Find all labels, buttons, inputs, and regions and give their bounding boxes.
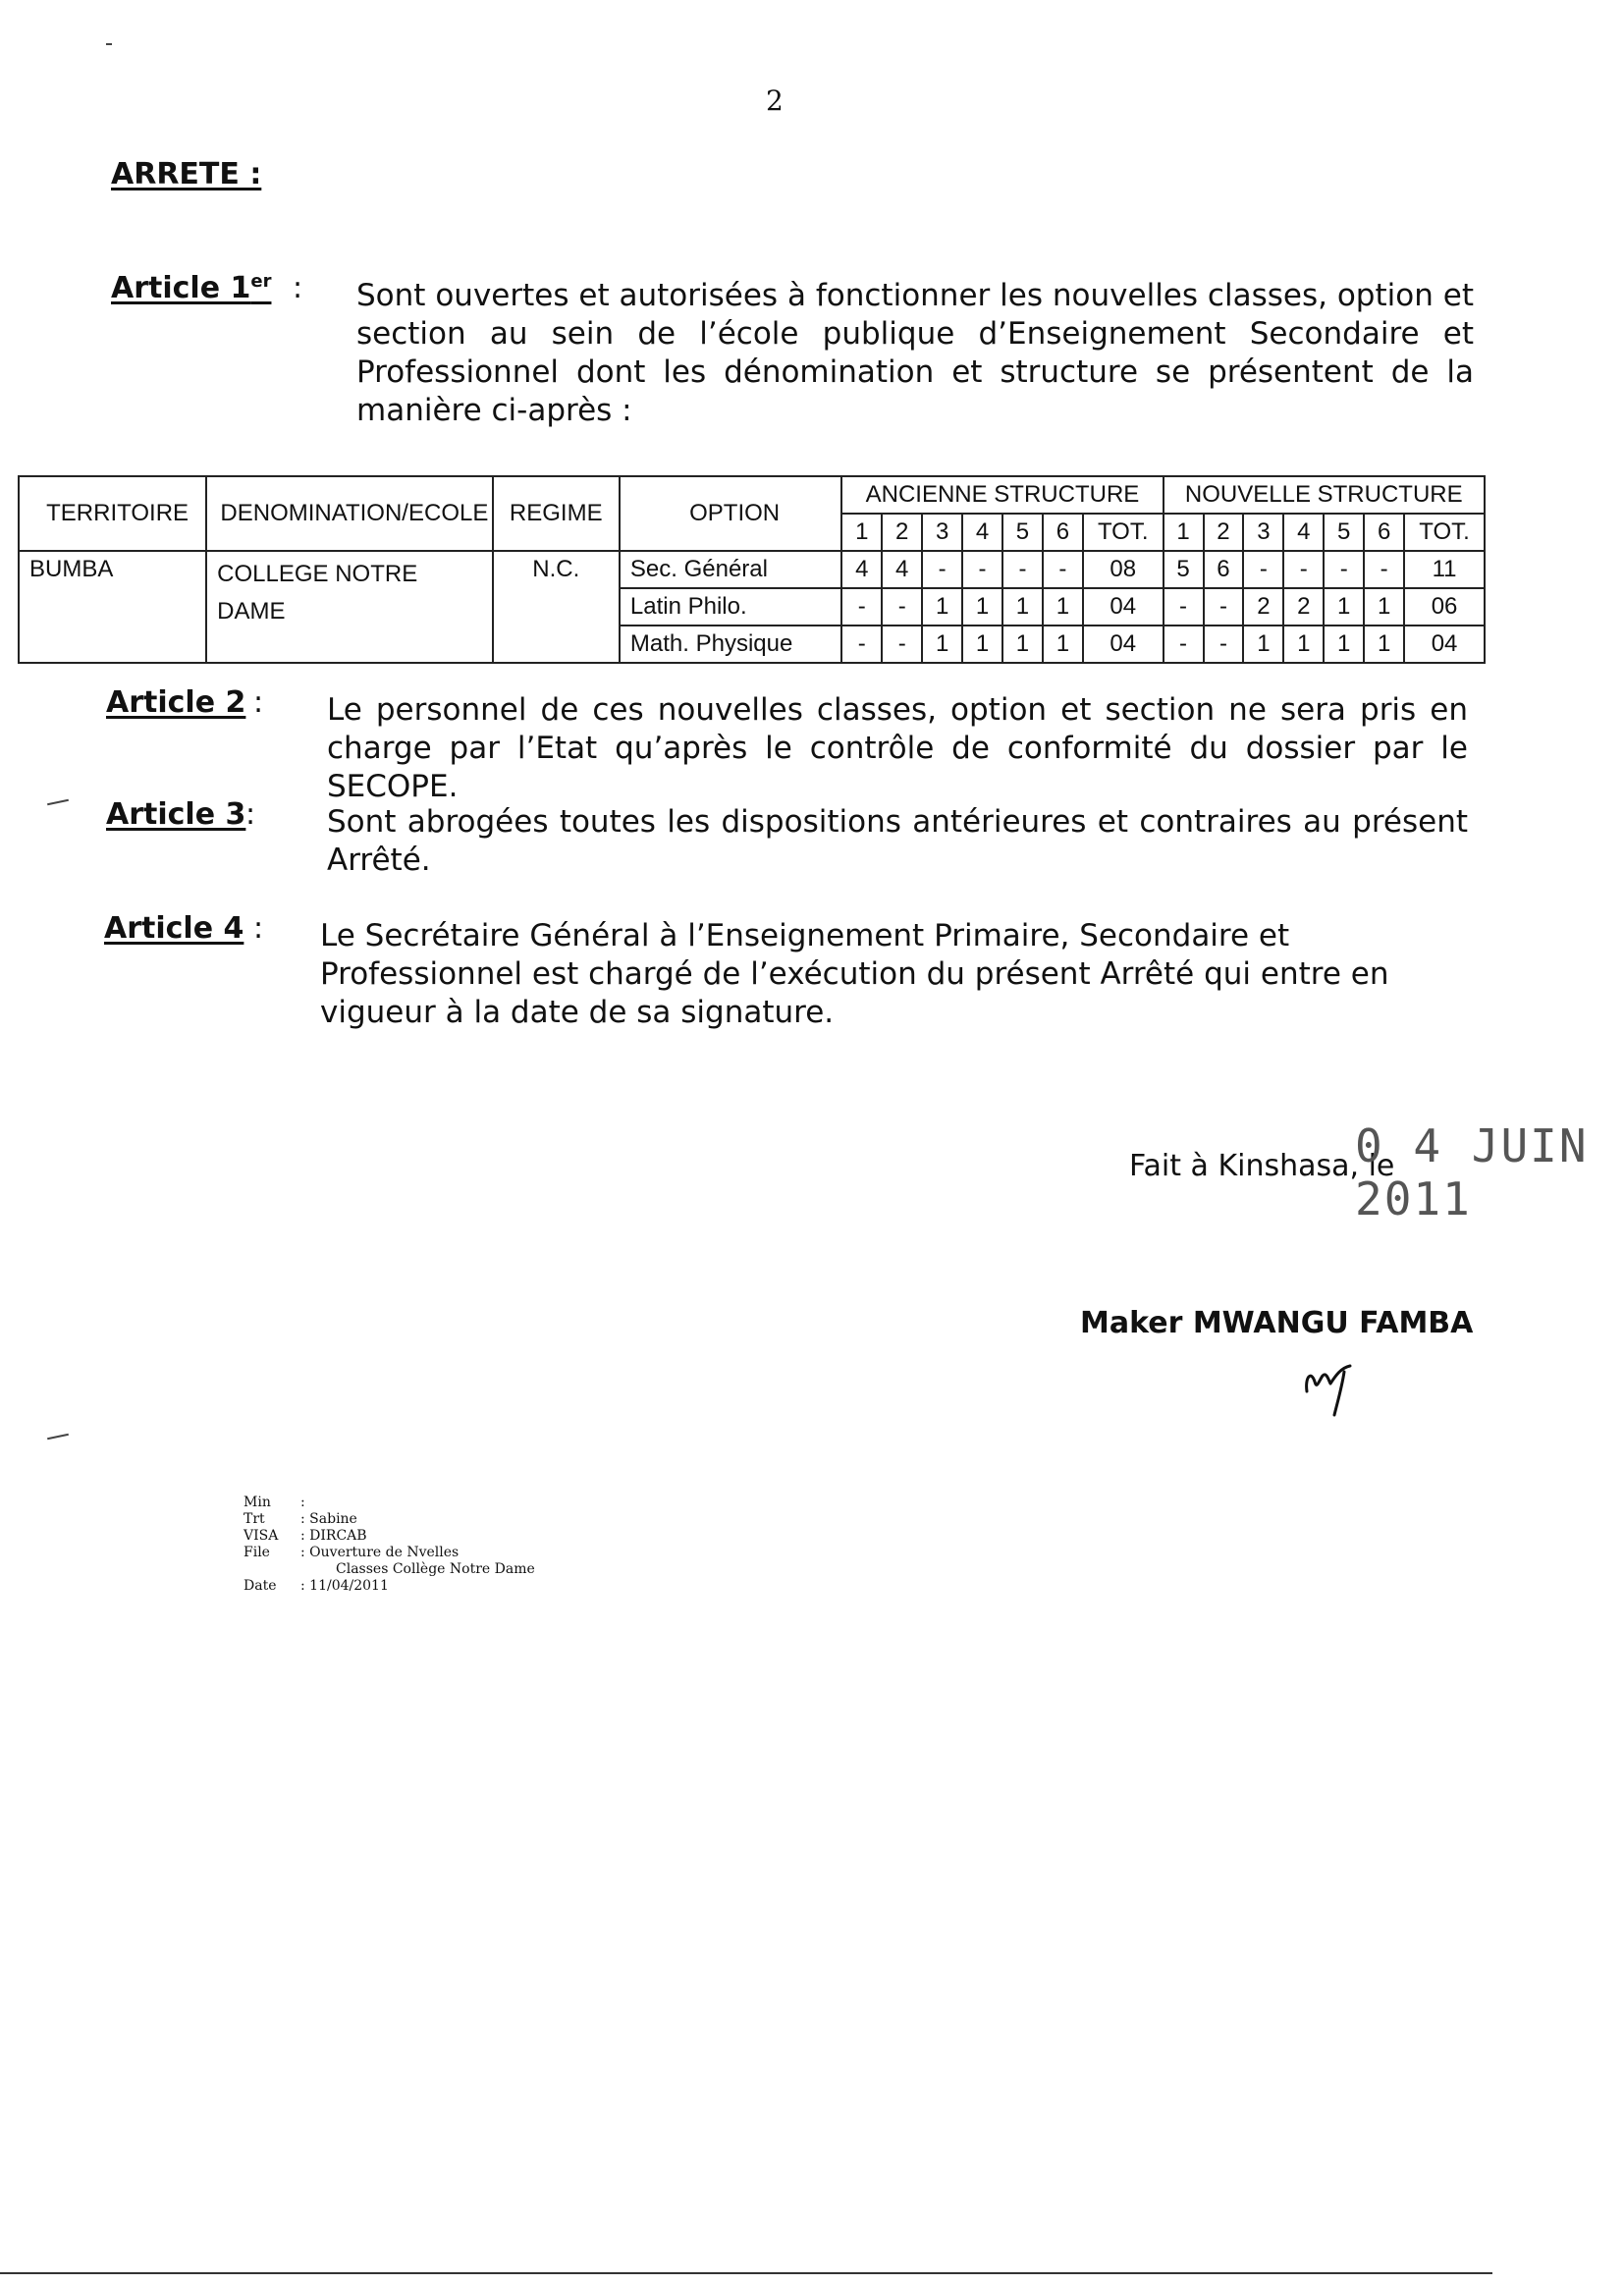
cell-value: 5 (1164, 551, 1204, 588)
scan-mark (47, 1434, 69, 1441)
ref-row-min (244, 1495, 535, 1511)
header-level: 3 (1243, 514, 1283, 551)
cell-value: - (1204, 626, 1244, 663)
cell-value: - (1164, 626, 1204, 663)
ref-key: Date (244, 1578, 277, 1594)
header-level: 3 (922, 514, 962, 551)
cell-total: 04 (1404, 626, 1485, 663)
cell-total: 04 (1083, 588, 1164, 626)
bottom-rule (0, 2272, 1492, 2274)
cell-territoire: BUMBA (19, 551, 206, 663)
cell-value: - (922, 551, 962, 588)
article-3-label (106, 797, 245, 832)
article-2-text: Le personnel de ces nouvelles classes, option et section ne sera pris en charge par l’Etat qu’après le contrôle de conformité du dossier par le SECOPE. (327, 692, 1468, 804)
cell-value: 1 (1043, 626, 1083, 663)
article-3-title: Article 3 (106, 797, 246, 832)
table-row (19, 551, 1485, 588)
structure-table (18, 475, 1486, 664)
header-level: 2 (1204, 514, 1244, 551)
ref-value: : Sabine (300, 1511, 357, 1527)
denomination-line-1: COLLEGE NOTRE (217, 561, 418, 587)
cell-value: 4 (841, 551, 882, 588)
ref-value: : DIRCAB (300, 1528, 367, 1544)
cell-value: 2 (1243, 588, 1283, 626)
header-level: 4 (962, 514, 1002, 551)
cell-option: Sec. Général (620, 551, 841, 588)
cell-value: - (962, 551, 1002, 588)
header-nouvelle-structure: NOUVELLE STRUCTURE (1164, 476, 1485, 514)
cell-value: 1 (1364, 588, 1404, 626)
article-2-colon: : (253, 685, 264, 720)
cell-value: 1 (1243, 626, 1283, 663)
cell-value: 1 (1364, 626, 1404, 663)
scan-mark (106, 43, 112, 45)
ref-row-date (244, 1578, 535, 1595)
cell-value: 1 (962, 588, 1002, 626)
article-4-label (104, 911, 244, 946)
cell-regime: N.C. (493, 551, 620, 663)
cell-value: 1 (1002, 588, 1043, 626)
article-3-text: Sont abrogées toutes les dispositions antérieures et contraires au présent Arrêté. (327, 804, 1468, 878)
cell-value: 2 (1283, 588, 1324, 626)
ref-row-trt (244, 1511, 535, 1528)
header-regime: REGIME (493, 476, 620, 551)
cell-value: 1 (922, 626, 962, 663)
cell-value: - (1243, 551, 1283, 588)
header-denomination: DENOMINATION/ECOLE (206, 476, 492, 551)
article-1-title: Article 1 (111, 271, 251, 305)
article-1-superscript: er (250, 271, 272, 292)
header-level: 2 (882, 514, 922, 551)
ref-row-visa (244, 1528, 535, 1545)
ref-key: Trt (244, 1511, 265, 1527)
header-level: 5 (1324, 514, 1364, 551)
cell-value: 1 (922, 588, 962, 626)
signature (1301, 1360, 1370, 1419)
signer-name: Maker MWANGU FAMBA (1080, 1306, 1474, 1340)
cell-option: Math. Physique (620, 626, 841, 663)
article-4-text: Le Secrétaire Général à l’Enseignement Primaire, Secondaire et Professionnel est chargé de l’exécution du présent Arrêté qui entre en vigueur à la date de sa signature. (320, 918, 1389, 1030)
page-number: 2 (766, 84, 784, 117)
cell-value: 6 (1204, 551, 1244, 588)
cell-total: 04 (1083, 626, 1164, 663)
cell-option: Latin Philo. (620, 588, 841, 626)
ref-row-file (244, 1545, 535, 1561)
cell-total: 06 (1404, 588, 1485, 626)
ref-value: : Ouverture de Nvelles (300, 1545, 460, 1560)
date-stamp: 0 4 JUIN 2011 (1355, 1119, 1589, 1225)
cell-value: - (841, 588, 882, 626)
cell-value: - (882, 588, 922, 626)
document-heading: ARRETE : (111, 157, 262, 191)
signoff-place: Fait à Kinshasa, le (1129, 1149, 1395, 1183)
header-territoire: TERRITOIRE (19, 476, 206, 551)
table-header-row (19, 476, 1485, 514)
article-1-text: Sont ouvertes et autorisées à fonctionner les nouvelles classes, option et section au sein de l’école publique d’Enseignement Secondaire et Professionnel dont les dénomination et structure se présentent de la manière ci-après : (356, 278, 1474, 428)
cell-value: 4 (882, 551, 922, 588)
reference-block (244, 1495, 535, 1595)
cell-value: 1 (1283, 626, 1324, 663)
cell-value: - (1364, 551, 1404, 588)
header-option: OPTION (620, 476, 841, 551)
header-level: 1 (1164, 514, 1204, 551)
article-2-title: Article 2 (106, 685, 246, 720)
cell-value: - (841, 626, 882, 663)
article-4-colon: : (253, 911, 264, 946)
cell-value: 1 (1043, 588, 1083, 626)
article-2-label (106, 685, 245, 720)
cell-value: - (1283, 551, 1324, 588)
header-ancienne-structure: ANCIENNE STRUCTURE (841, 476, 1163, 514)
cell-value: - (1204, 588, 1244, 626)
header-total: TOT. (1083, 514, 1164, 551)
header-total: TOT. (1404, 514, 1485, 551)
article-1-colon: : (293, 271, 303, 305)
cell-value: - (1164, 588, 1204, 626)
ref-key: VISA (244, 1528, 279, 1544)
cell-denomination (206, 551, 492, 663)
article-4-title: Article 4 (104, 911, 244, 946)
cell-value: - (1324, 551, 1364, 588)
header-level: 6 (1043, 514, 1083, 551)
ref-key: File (244, 1545, 270, 1560)
denomination-line-2: DAME (217, 598, 286, 625)
ref-value: : (300, 1495, 305, 1510)
cell-total: 11 (1404, 551, 1485, 588)
header-level: 1 (841, 514, 882, 551)
cell-value: - (1043, 551, 1083, 588)
cell-value: 1 (962, 626, 1002, 663)
cell-value: 1 (1002, 626, 1043, 663)
cell-total: 08 (1083, 551, 1164, 588)
cell-value: - (1002, 551, 1043, 588)
header-level: 5 (1002, 514, 1043, 551)
article-1-label (111, 271, 271, 305)
header-level: 6 (1364, 514, 1404, 551)
ref-row-file-cont (244, 1561, 535, 1578)
ref-value: Classes Collège Notre Dame (336, 1561, 535, 1577)
article-3-colon: : (245, 797, 256, 832)
header-level: 4 (1283, 514, 1324, 551)
ref-value: : 11/04/2011 (300, 1578, 389, 1594)
cell-value: 1 (1324, 588, 1364, 626)
ref-key: Min (244, 1495, 271, 1510)
cell-value: 1 (1324, 626, 1364, 663)
cell-value: - (882, 626, 922, 663)
scan-mark (47, 799, 69, 806)
